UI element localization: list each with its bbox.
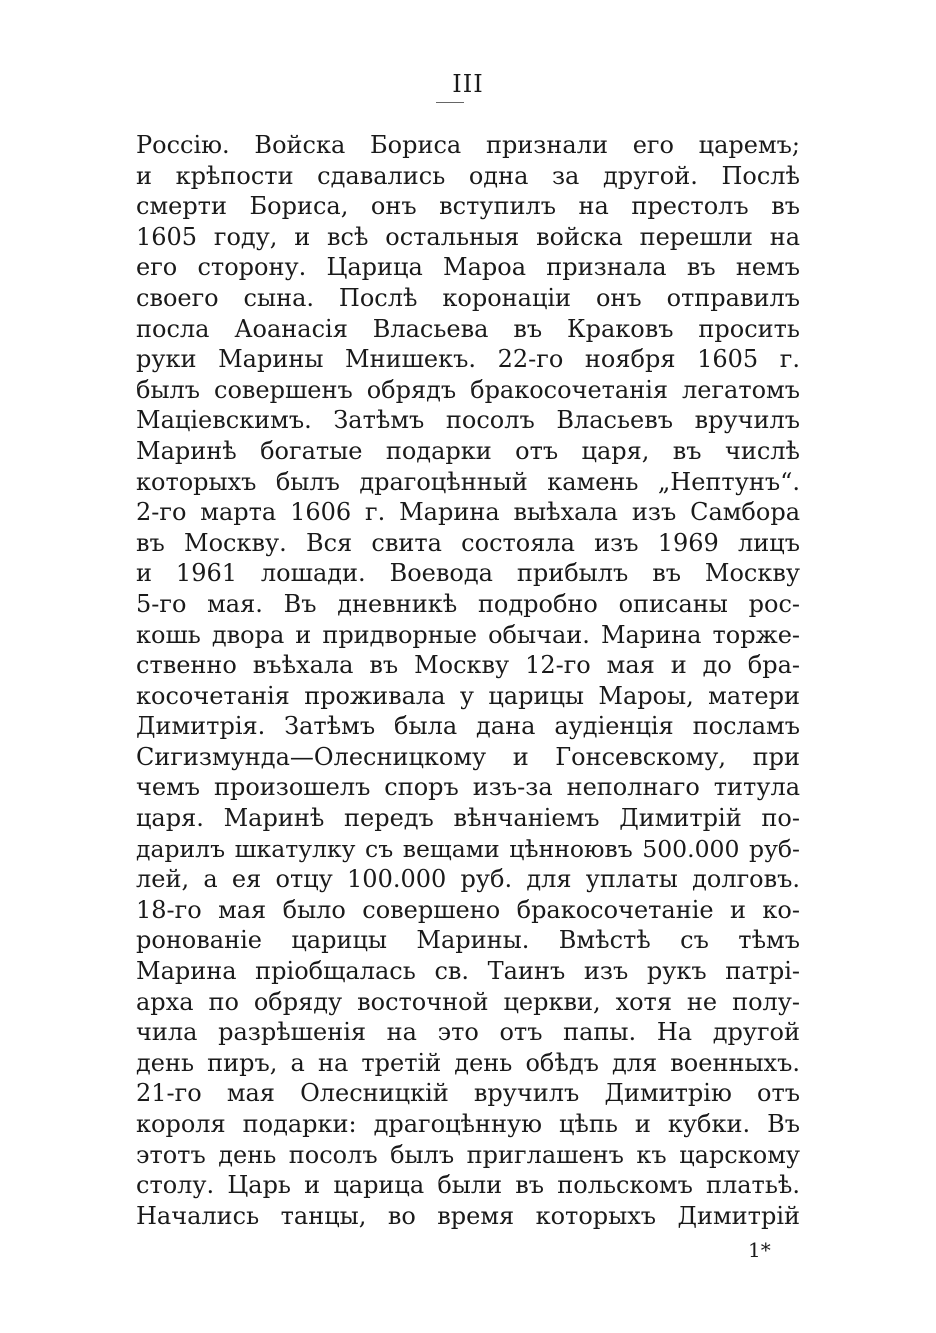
text-line-content: 1605 году, и всѣ остальныя войска перешли на <box>136 222 800 251</box>
text-line-content: въ Москву. Вся свита состояла изъ 1969 лицъ <box>136 528 800 557</box>
text-line-content: чемъ произошелъ споръ изъ-за неполнаго титула <box>136 773 800 802</box>
signature-mark: 1* <box>748 1238 771 1262</box>
text-line <box>136 834 800 865</box>
text-line-content: царя. Маринѣ передъ вѣнчаніемъ Димитрій по- <box>136 804 800 833</box>
text-line <box>136 130 800 161</box>
text-line-content: Сигизмунда—Олесницкому и Гонсевскому, при <box>136 742 800 771</box>
text-line-content: столу. Царь и царица были въ польскомъ платьѣ. <box>136 1171 800 1200</box>
text-line <box>136 1170 800 1201</box>
text-line <box>136 497 800 528</box>
text-line-content: этотъ день посолъ былъ приглашенъ къ царскому <box>136 1140 800 1169</box>
text-line <box>136 528 800 559</box>
text-line <box>136 1140 800 1171</box>
text-line <box>136 283 800 314</box>
text-line <box>136 864 800 895</box>
text-line <box>136 1048 800 1079</box>
text-line <box>136 1017 800 1048</box>
text-line-content: кошь двора и придворные обычаи. Марина торже- <box>136 620 800 649</box>
body-text <box>136 130 800 1231</box>
text-line-content: которыхъ былъ драгоцѣнный камень „Нептунъ“. <box>136 467 800 496</box>
text-line-content: 18-го мая было совершено бракосочетаніе и ко- <box>136 895 800 924</box>
text-line-content: посла Аоанасія Власьева въ Краковъ просить <box>136 314 800 343</box>
text-line-content: лей, а ея отцу 100.000 руб. для уплаты долговъ. <box>136 865 800 894</box>
text-line <box>136 681 800 712</box>
text-line <box>136 161 800 192</box>
text-line-content: дарилъ шкатулку съ вещами цѣнноювъ 500.000 руб- <box>136 834 800 863</box>
text-line-content: арха по обряду восточной церкви, хотя не полу- <box>136 987 800 1016</box>
text-line <box>136 650 800 681</box>
text-line <box>136 191 800 222</box>
text-line-content: Маціевскимъ. Затѣмъ посолъ Власьевъ вручилъ <box>136 406 800 435</box>
text-line-content: ственно въѣхала въ Москву 12-го мая и до бра- <box>136 651 800 680</box>
text-line <box>136 467 800 498</box>
text-line-content: Начались танцы, во время которыхъ Димитрій <box>136 1201 800 1230</box>
text-line <box>136 711 800 742</box>
text-line-content: и 1961 лошади. Воевода прибылъ въ Москву <box>136 559 800 588</box>
text-line <box>136 895 800 926</box>
text-line-content: былъ совершенъ обрядъ бракосочетанія легатомъ <box>136 375 800 404</box>
text-line-content: смерти Бориса, онъ вступилъ на престолъ въ <box>136 192 800 221</box>
text-line-content: руки Марины Мнишекъ. 22-го ноября 1605 г. <box>136 345 800 374</box>
text-line <box>136 252 800 283</box>
text-line-content: короля подарки: драгоцѣнную цѣпь и кубки. Въ <box>136 1110 800 1138</box>
text-line-content: своего сына. Послѣ коронаціи онъ отправилъ <box>136 283 800 312</box>
text-line <box>136 987 800 1018</box>
text-line <box>136 1078 800 1109</box>
text-line-content: день пиръ, а на третій день обѣдъ для военныхъ. <box>136 1048 800 1077</box>
text-line <box>136 956 800 987</box>
text-line-content: 21-го мая Олесницкій вручилъ Димитрію отъ <box>136 1079 800 1108</box>
text-line <box>136 344 800 375</box>
page-number-rule <box>436 102 464 103</box>
text-line-content: его сторону. Царица Мароа признала въ немъ <box>136 253 800 282</box>
text-line <box>136 1201 800 1232</box>
text-line <box>136 620 800 651</box>
text-line-content: ронованіе царицы Марины. Вмѣстѣ съ тѣмъ <box>136 926 800 955</box>
text-line-content: 2-го марта 1606 г. Марина выѣхала изъ Самбора <box>136 498 800 527</box>
text-line <box>136 405 800 436</box>
text-line <box>136 558 800 589</box>
text-line <box>136 1109 800 1140</box>
text-line <box>136 742 800 773</box>
text-line <box>136 772 800 803</box>
page-number: III <box>452 70 484 98</box>
text-line-content: 5-го мая. Въ дневникѣ подробно описаны рос- <box>136 589 800 618</box>
text-line-content: Маринѣ богатые подарки отъ царя, въ числѣ <box>136 436 800 465</box>
text-line-content: Димитрія. Затѣмъ была дана аудіенція посламъ <box>136 712 800 741</box>
text-line-content: чила разрѣшенія на это отъ папы. На другой <box>136 1018 800 1047</box>
text-line <box>136 925 800 956</box>
text-line-content: и крѣпости сдавались одна за другой. Послѣ <box>136 161 800 190</box>
text-line <box>136 803 800 834</box>
text-line-content: Марина пріобщалась св. Таинъ изъ рукъ патрі- <box>136 957 800 986</box>
text-line <box>136 314 800 345</box>
text-line <box>136 375 800 406</box>
text-line <box>136 589 800 620</box>
text-line-content: Россію. Войска Бориса признали его царемъ; <box>136 131 800 159</box>
text-line <box>136 436 800 467</box>
text-line-content: косочетанія проживала у царицы Мароы, матери <box>136 681 800 710</box>
text-line <box>136 222 800 253</box>
